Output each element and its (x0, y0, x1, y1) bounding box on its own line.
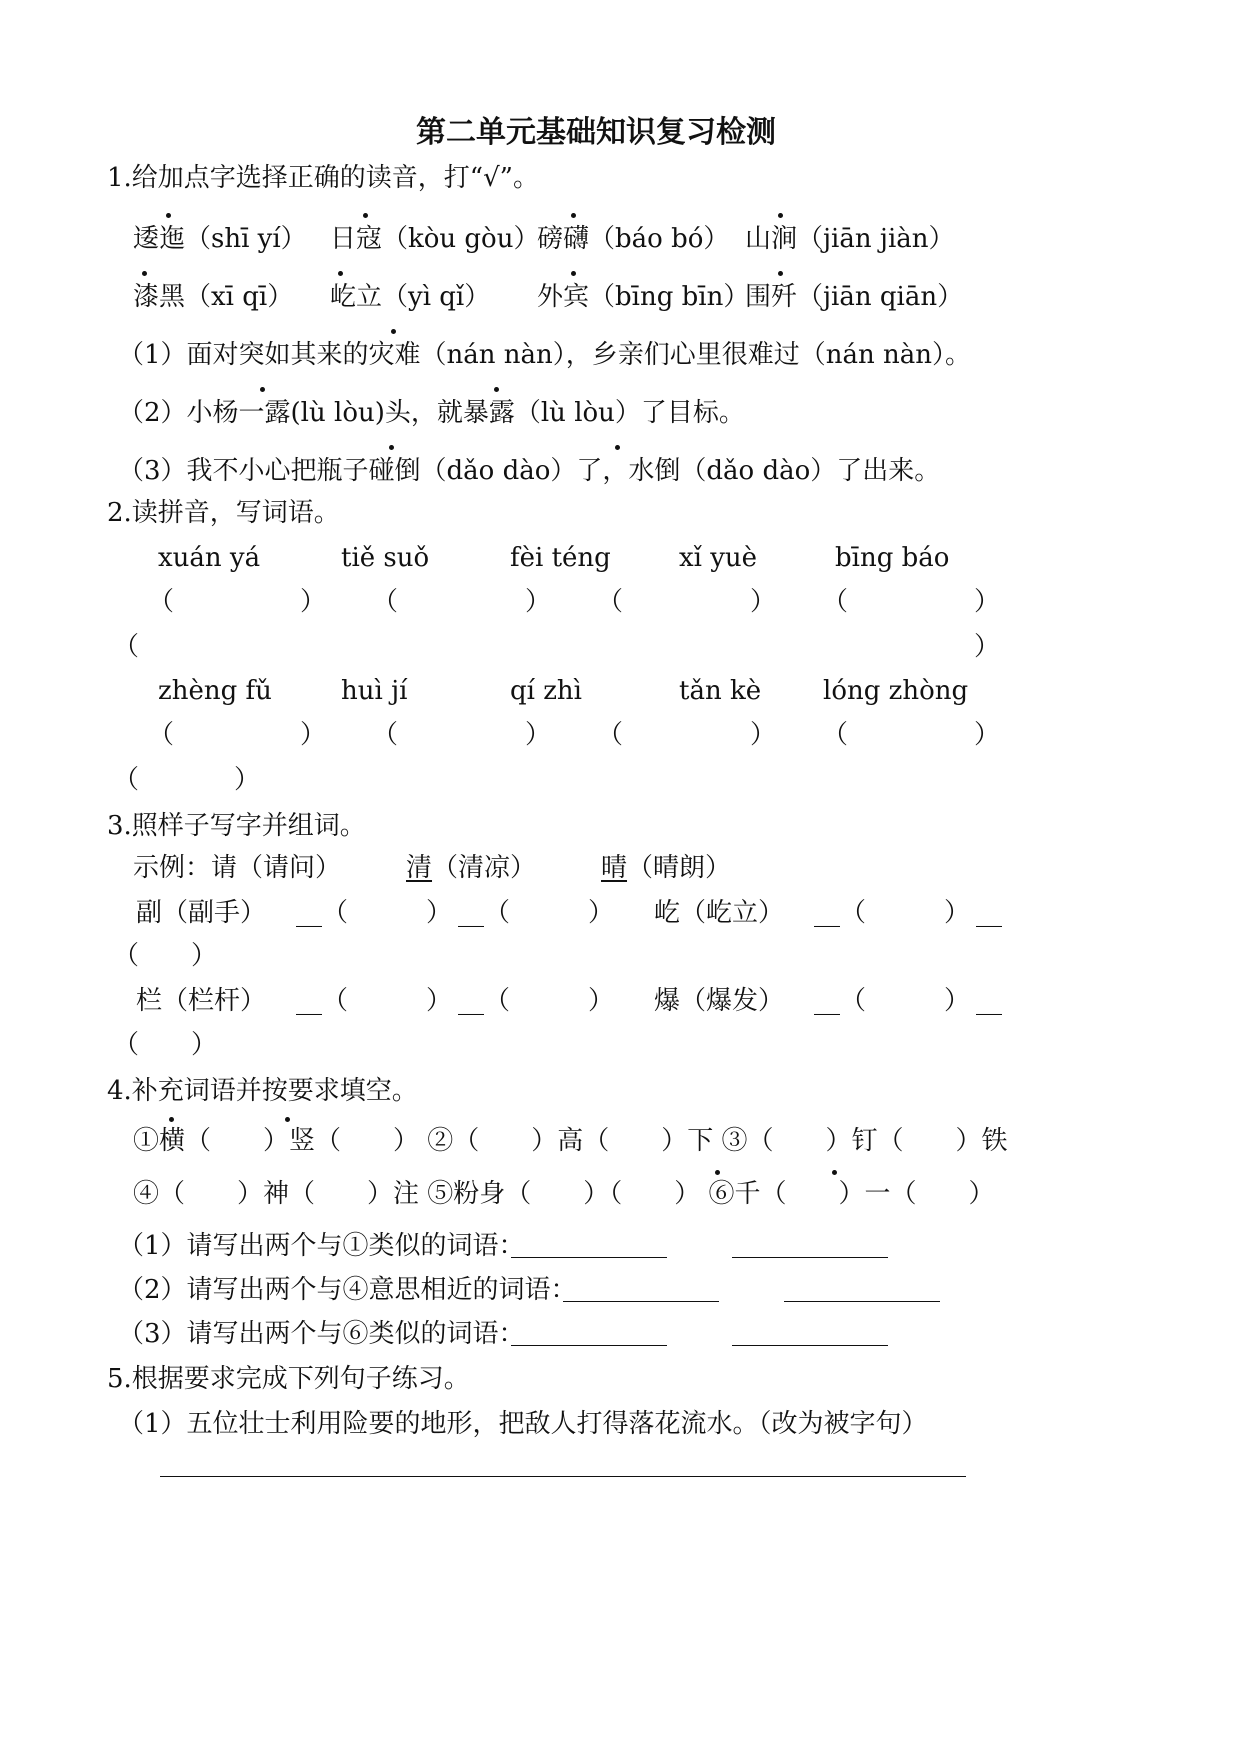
q3-wrap-blank: （ ） (113, 1030, 218, 1060)
q3-item: 屹（屹立） (654, 898, 785, 928)
q3-example-word: （晴朗） (627, 853, 732, 883)
answer-line (511, 1257, 667, 1258)
q1-item: 逶迤（shī yí） (133, 224, 307, 254)
pinyin: tǎn kè (679, 676, 762, 706)
pinyin: zhèng fǔ (158, 676, 272, 706)
answer-line (784, 1301, 940, 1302)
answer-box-open: （ (148, 587, 175, 617)
answer-box-open: （ (597, 720, 624, 750)
answer-box-close: ） (234, 765, 261, 795)
pinyin: qí zhì (510, 676, 582, 706)
q3-example: 示例：请（请问） (133, 853, 342, 883)
answer-box-open: （ (372, 587, 399, 617)
answer-box-open: （ (822, 587, 849, 617)
q1-item: 漆黑（xī qī） (133, 282, 294, 312)
q1-sentence-1: （1）面对突如其来的灾难（nán nàn），乡亲们心里很难过（nán nàn）。 (118, 340, 972, 370)
q3-blank-tail: __ (976, 986, 1002, 1016)
answer-box-open: （ (113, 765, 140, 795)
emphasis-dot (391, 329, 396, 334)
pinyin: lóng zhòng (823, 676, 969, 706)
pinyin: xuán yá (158, 543, 261, 573)
q3-blank-tail: __ (976, 898, 1002, 928)
q3-item: 栏（栏杆） (136, 986, 267, 1016)
q3-item: 爆（爆发） (654, 986, 785, 1016)
q3-blank: __（ ） (814, 986, 971, 1016)
emphasis-dot (494, 387, 499, 392)
answer-box-close: ） (300, 720, 327, 750)
answer-line (732, 1345, 888, 1346)
q3-wrap-blank: （ ） (113, 941, 218, 971)
page-title: 第二单元基础知识复习检测 (416, 115, 776, 150)
emphasis-dot (285, 1117, 290, 1122)
q1-item: 外宾（bīng bīn） (537, 282, 750, 312)
q4-line-1: ①横（ ）竖（ ） ②（ ）高（ ）下 ③（ ）钉（ ）铁 (133, 1126, 1008, 1156)
q1-sentence-3: （3）我不小心把瓶子碰倒（dǎo dào）了，水倒（dǎo dào）了出来。 (118, 456, 941, 486)
answer-box-close: ） (525, 587, 552, 617)
q1-item: 日寇（kòu gòu） (330, 224, 540, 254)
answer-box-close: ） (750, 720, 777, 750)
emphasis-dot (169, 1117, 174, 1122)
answer-box-close: ） (300, 587, 327, 617)
q1-heading: 1.给加点字选择正确的读音，打“√”。 (107, 163, 539, 193)
answer-box-close: ） (974, 720, 1001, 750)
emphasis-dot (778, 271, 783, 276)
answer-box-open: （ (822, 720, 849, 750)
answer-box-open: （ (113, 632, 140, 662)
emphasis-dot (571, 213, 576, 218)
q1-item: 山涧（jiān jiàn） (745, 224, 955, 254)
q3-blank: __（ ） (296, 986, 453, 1016)
emphasis-dot (142, 271, 147, 276)
q3-example-char: 清 (406, 853, 433, 883)
answer-box-open: （ (372, 720, 399, 750)
emphasis-dot (832, 1170, 837, 1175)
emphasis-dot (389, 445, 394, 450)
answer-box-close: ） (750, 587, 777, 617)
q2-heading: 2.读拼音，写词语。 (107, 498, 340, 528)
q3-blank: __（ ） (296, 898, 453, 928)
q4-sub-2: （2）请写出两个与④意思相近的词语： (118, 1275, 577, 1305)
q1-item: 屹立（yì qǐ） (330, 282, 491, 312)
answer-box-open: （ (597, 587, 624, 617)
pinyin: xǐ yuè (679, 543, 758, 573)
answer-line (511, 1345, 667, 1346)
q5-sub-1: （1）五位壮士利用险要的地形，把敌人打得落花流水。（改为被字句） (118, 1409, 928, 1439)
answer-box-close: ） (525, 720, 552, 750)
q5-heading: 5.根据要求完成下列句子练习。 (107, 1364, 470, 1394)
answer-box-close: ） (974, 587, 1001, 617)
answer-line (732, 1257, 888, 1258)
q3-example-char: 晴 (601, 853, 628, 883)
q3-heading: 3.照样子写字并组词。 (107, 811, 366, 841)
pinyin: bīng báo (835, 543, 950, 573)
emphasis-dot (778, 213, 783, 218)
q4-sub-1: （1）请写出两个与①类似的词语： (118, 1231, 525, 1261)
emphasis-dot (166, 213, 171, 218)
q3-item: 副（副手） (136, 898, 267, 928)
emphasis-dot (615, 445, 620, 450)
q3-blank: __（ ） (814, 898, 971, 928)
q3-blank: __（ ） (458, 986, 615, 1016)
q3-example-word: （清凉） (432, 853, 537, 883)
answer-line (160, 1476, 966, 1477)
q4-sub-3: （3）请写出两个与⑥类似的词语： (118, 1319, 525, 1349)
emphasis-dot (260, 387, 265, 392)
q3-blank: __（ ） (458, 898, 615, 928)
q1-sentence-2: （2）小杨一露(lù lòu)头，就暴露（lù lòu）了目标。 (118, 398, 745, 428)
emphasis-dot (338, 271, 343, 276)
answer-box-close: ） (974, 632, 1001, 662)
pinyin: fèi téng (510, 543, 611, 573)
q1-item: 磅礴（báo bó） (537, 224, 730, 254)
q4-line-2: ④（ ）神（ ）注 ⑤粉身（ ）（ ） ⑥千（ ）一（ ） (133, 1179, 995, 1209)
answer-line (563, 1301, 719, 1302)
q4-heading: 4.补充词语并按要求填空。 (107, 1076, 418, 1106)
answer-box-open: （ (148, 720, 175, 750)
q1-item: 围歼（jiān qiān） (745, 282, 964, 312)
pinyin: huì jí (341, 676, 408, 706)
pinyin: tiě suǒ (341, 543, 430, 573)
emphasis-dot (363, 213, 368, 218)
emphasis-dot (715, 1170, 720, 1175)
emphasis-dot (571, 271, 576, 276)
